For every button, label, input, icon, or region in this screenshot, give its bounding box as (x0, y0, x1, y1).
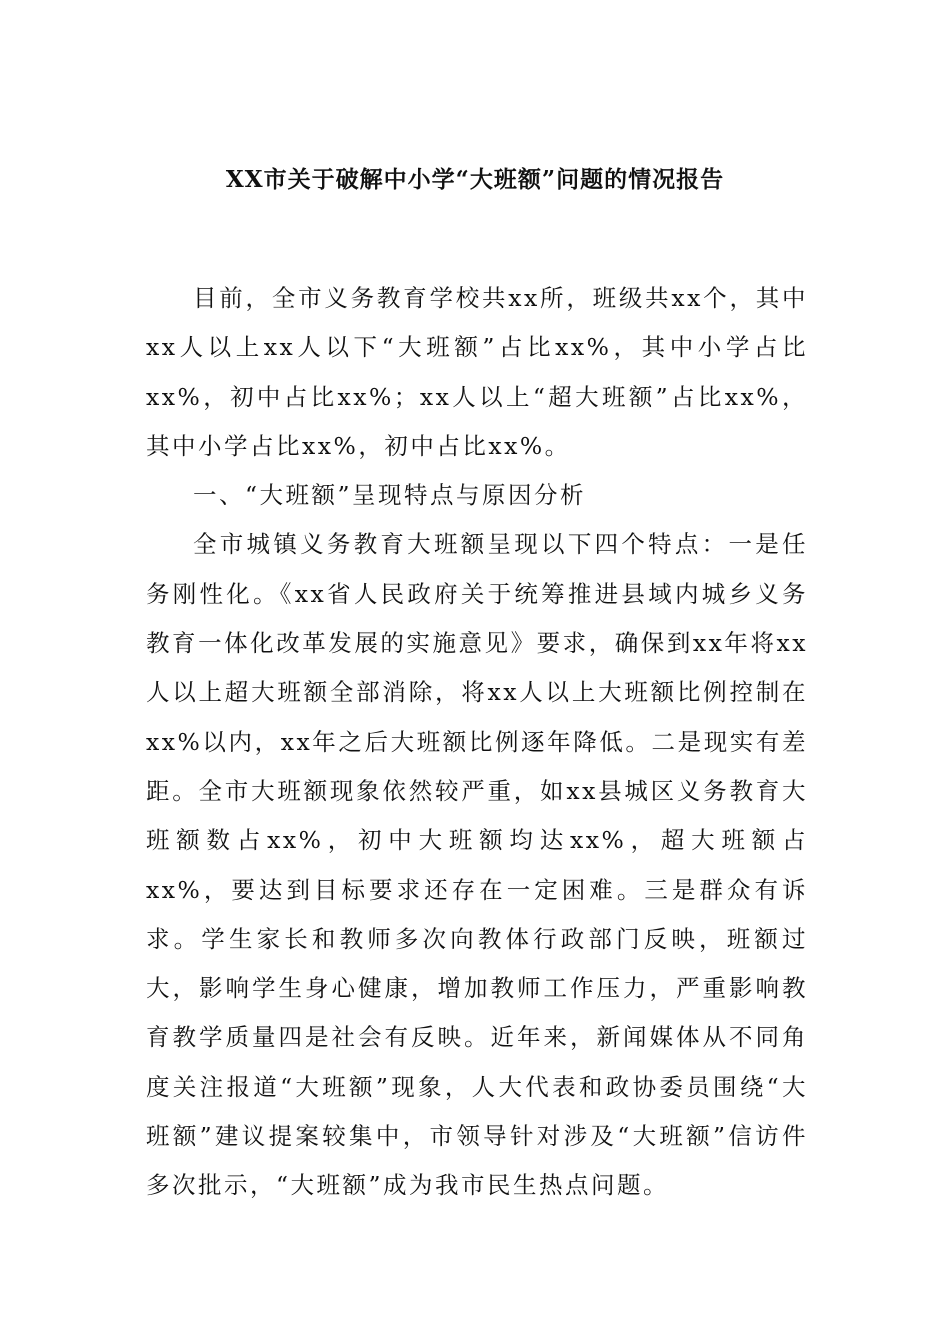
intro-paragraph: 目前，全市义务教育学校共xx所，班级共xx个，其中xx人以上xx人以下“大班额”占比xx%，其中小学占比xx%，初中占比xx%；xx人以上“超大班额”占比xx%，其中小学占比xx%，初中占比xx%。 (146, 284, 808, 460)
body-paragraph: 全市城镇义务教育大班额呈现以下四个特点：一是任务刚性化。《xx省人民政府关于统筹推进县域内城乡义务教育一体化改革发展的实施意见》要求，确保到xx年将xx人以上超大班额全部消除，将xx人以上大班额比例控制在xx%以内，xx年之后大班额比例逐年降低。二是现实有差距。全市大班额现象依然较严重，如xx县城区义务教育大班额数占xx%，初中大班额均达xx%，超大班额占xx%，要达到目标要求还存在一定困难。三是群众有诉求。学生家长和教师多次向教体行政部门反映，班额过大，影响学生身心健康，增加教师工作压力，严重影响教育教学质量四是社会有反映。近年来，新闻媒体从不同角度关注报道“大班额”现象，人大代表和政协委员围绕“大班额”建议提案较集中，市领导针对涉及“大班额”信访件多次批示，“大班额”成为我市民生热点问题。 (146, 530, 808, 1200)
document-title: XX市关于破解中小学“大班额”问题的情况报告 (225, 166, 725, 193)
document-body (146, 274, 808, 1211)
section-heading: 一、“大班额”呈现特点与原因分析 (193, 481, 587, 510)
